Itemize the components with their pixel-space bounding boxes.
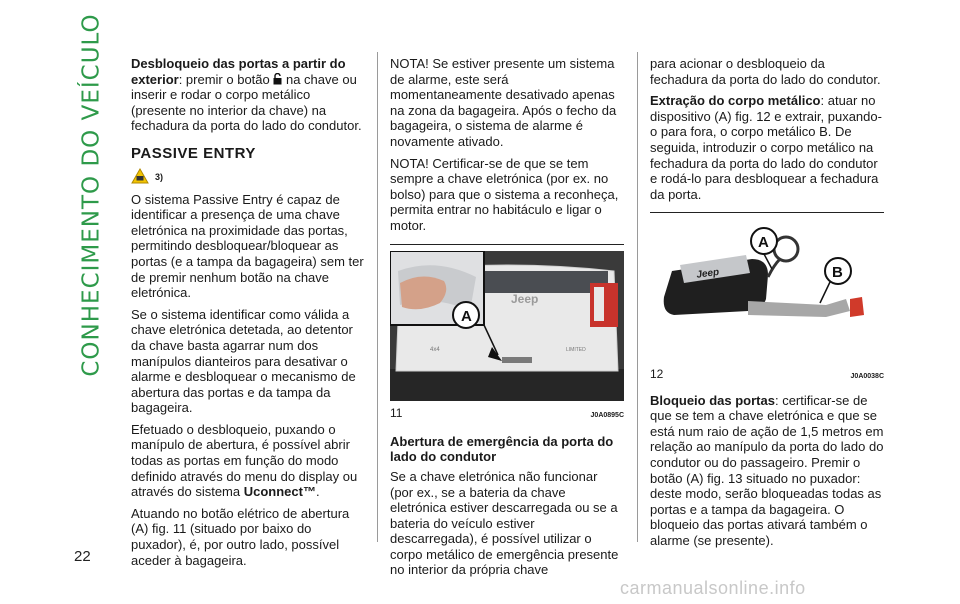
key-brand-label: Jeep xyxy=(695,267,720,282)
figure-code: J0A0895C xyxy=(590,412,624,420)
callout-a: A xyxy=(758,234,769,252)
figure-rule xyxy=(650,212,884,213)
paragraph: Atuando no botão elétrico de abertura (A) fig. 11 (situado por baixo do puxador), é, por outro lado, possível aceder à bagageira. xyxy=(131,505,350,568)
callout-a: A xyxy=(461,307,472,325)
figure-caption xyxy=(390,406,624,424)
key-photo xyxy=(650,219,884,361)
paragraph: O sistema Passive Entry é capaz de identificar a presença de uma chave eletrónica na proximidade das portas, permitindo desbloquear/bloquear as portas (e a tampa da bagageira) sem ter de premir nenhum botão na chave eletrónica. xyxy=(131,191,364,301)
text-column-1 xyxy=(131,56,367,574)
figure-11 xyxy=(390,244,624,424)
subsection-heading: Abertura de emergência da porta do lado do condutor xyxy=(390,433,614,465)
note-paragraph: NOTA! Certificar-se de que se tem sempre a chave eletrónica (por ex. no bolso) para que o sistema a reconheça, permita entrar no habitáculo e ligar o motor. xyxy=(390,155,619,233)
text-column-2 xyxy=(390,56,624,584)
callout-b: B xyxy=(832,264,843,282)
paragraph: Bloqueio das portas: certificar-se de que se tem a chave eletrónica e que se está num raio de ação de 1,5 metros em relação ao manípulo da porta do lado do condutor ou do passageiro. Premir o botão (A) fig. 13 situado no puxador: deste modo, serão bloqueadas todas as portas e a tampa da bagageira. O bloqueio das portas ativará também o alarme (se presente). xyxy=(650,392,884,548)
paragraph: Se o sistema identificar como válida a chave eletrónica detetada, ao detentor da chave basta agarrar num dos manípulos dianteiros para desativar o alarme e desbloquear o mecanismo de abertura das portas e da tampa da bagageira. xyxy=(131,306,356,416)
paragraph: para acionar o desbloqueio da fechadura da porta do lado do condutor. xyxy=(650,56,881,87)
figure-12 xyxy=(650,212,884,384)
figure-number: 12 xyxy=(650,366,664,381)
warning-icon xyxy=(131,168,149,188)
figure-number: 11 xyxy=(390,406,403,421)
figure-code: J0A0038C xyxy=(850,372,884,380)
tailgate-photo xyxy=(390,251,624,401)
paragraph: Efetuado o desbloqueio, puxando o manípulo de abertura, é possível abrir todas as portas em função do modo definido através do menu do display ou através do sistema Uconnect™. xyxy=(131,421,358,500)
paragraph: Extração do corpo metálico: atuar no dispositivo (A) fig. 12 e extrair, puxando-o para fora, o corpo metálico B. De seguida, introduzir o corpo metálico na fechadura da porta do lado do condutor e rodá-lo para desbloquear a fechadura da porta. xyxy=(650,93,882,202)
section-side-title: CONHECIMENTO DO VEÍCULO xyxy=(79,13,105,377)
warning-reference: 3) xyxy=(155,171,164,182)
paragraph: Se a chave eletrónica não funcionar (por ex., se a bateria da chave eletrónica estiver descarregada ou se a bateria do veículo estiver descarregada), é possível utilizar o corpo metálico de emergência presente no interior da própria chave xyxy=(390,468,619,578)
column-divider xyxy=(377,52,378,542)
watermark: carmanualsonline.info xyxy=(620,578,806,598)
warning-row xyxy=(131,168,367,188)
figure-rule xyxy=(390,244,624,245)
text-column-3 xyxy=(650,56,884,554)
note-paragraph: NOTA! Se estiver presente um sistema de alarme, este será momentaneamente desativado apenas na zona da bagageira. Após o fecho da bagageira, o sistema de alarme é novamente ativado. xyxy=(390,56,617,149)
section-heading: PASSIVE ENTRY xyxy=(131,144,256,162)
paragraph: Desbloqueio das portas a partir do exterior: premir o botão na chave ou inserir e rodar o corpo metálico (presente no interior da chave) na fechadura da porta do lado do condutor. xyxy=(131,56,362,134)
brand-emblem: Jeep xyxy=(511,291,539,306)
badge-limited: LIMITED xyxy=(566,346,586,353)
unlock-icon xyxy=(273,72,282,87)
page-number: 22 xyxy=(74,548,91,565)
figure-caption xyxy=(650,367,884,385)
column-divider xyxy=(637,52,638,542)
badge-4x4: 4x4 xyxy=(430,346,440,353)
